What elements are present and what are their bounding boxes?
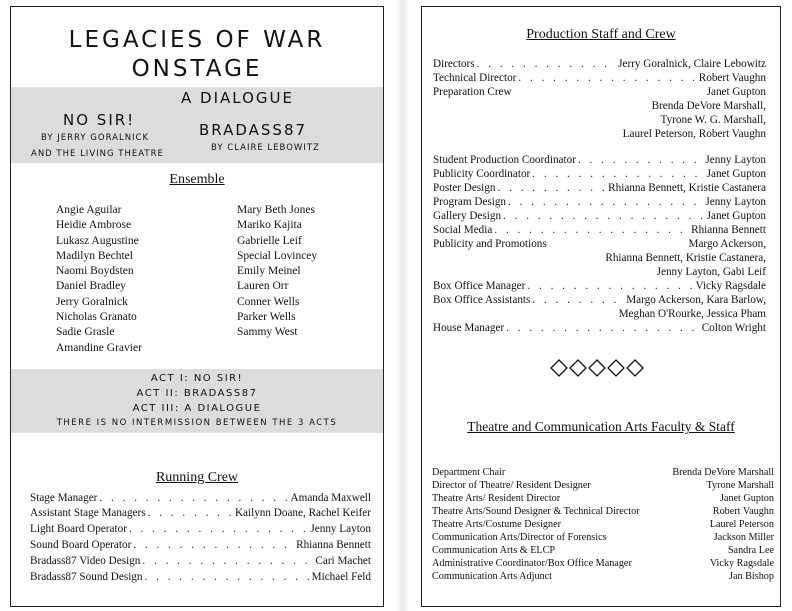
production-row [433,280,766,292]
prep-crew-continued: Brenda DeVore Marshall, [651,100,766,112]
faculty-row [432,571,774,582]
production-name: Rhianna Bennett [691,224,766,236]
faculty-name: Sandra Lee [727,545,774,556]
production-role: Technical Director [433,72,517,84]
production-name: Rhianna Bennett, Kristie Castanera [608,182,766,194]
crew-name: Jenny Layton [310,523,371,535]
diamond-ornament [550,359,644,377]
crew-row [30,523,371,535]
ensemble-member: Parker Wells [237,311,296,324]
faculty-role: Administrative Coordinator/Box Office Manager [432,558,632,569]
production-row [433,322,766,334]
box-office-continued: Meghan O'Rourke, Jessica Pham [618,308,766,320]
promotions-continued: Jenny Layton, Gabi Leif [656,266,766,278]
faculty-name: Jackson Miller [713,532,774,543]
production-row [433,238,766,250]
crew-role: Assistant Stage Managers [30,507,146,519]
ensemble-member: Angie Aguilar [56,204,122,216]
faculty-name: Tyrone Marshall [706,480,774,491]
faculty-name: Jan Bishop [729,571,774,582]
faculty-name: Vicky Ragsdale [709,558,774,569]
production-role: Poster Design [433,182,496,194]
production-role: Box Office Manager [433,280,526,292]
prep-crew-continued: Tyrone W. G. Marshall, [660,114,766,126]
crew-row [30,571,371,583]
production-row [433,58,766,70]
act-3: ACT III: A DIALOGUE [132,403,262,414]
faculty-row [432,506,774,517]
production-name: Janet Gupton [706,210,766,222]
production-row [433,86,766,98]
faculty-row [432,532,774,543]
ensemble-heading: Ensemble [169,172,225,187]
running-crew-heading: Running Crew [155,470,239,485]
prep-crew-continued: Laurel Peterson, Robert Vaughn [622,128,766,140]
ensemble-col-2 [237,203,317,341]
production-name: Vicky Ragsdale [695,280,766,292]
title-line-2: ONSTAGE [131,56,263,82]
production-row [433,72,766,84]
faculty-role: Communication Arts & ELCP [432,545,556,556]
play-bradass87: BRADASS87 [199,121,308,139]
faculty-role: Theatre Arts/Sound Designer & Technical Director [432,506,640,517]
act-2: ACT II: BRADASS87 [136,388,258,399]
faculty-row [432,545,774,556]
production-role: Publicity and Promotions [433,238,547,250]
act-1: ACT I: NO SIR! [150,373,244,384]
production-row [433,224,766,236]
ensemble-member: Emily Meinel [237,265,301,278]
crew-name: Kailynn Doane, Rachel Keifer [234,507,371,519]
crew-name: Rhianna Bennett [296,539,371,551]
faculty-name: Robert Vaughn [712,506,774,517]
faculty-row [432,519,774,530]
faculty-role: Director of Theatre/ Resident Designer [432,480,591,491]
right-page [421,6,781,607]
crew-row [30,507,371,519]
production-row [433,294,766,306]
production-row [433,168,766,180]
production-role: Box Office Assistants [433,294,531,306]
ensemble-member: Conner Wells [237,295,300,308]
crew-name: Michael Feld [311,571,371,583]
crew-name: Cari Machet [315,555,371,567]
ensemble-member: Lukasz Augustine [56,234,139,247]
intermission-note: THERE IS NO INTERMISSION BETWEEN THE 3 ACTS [56,418,338,428]
ensemble-member: Madilyn Bechtel [56,249,133,262]
ensemble-member: Nicholas Granato [56,311,137,324]
ensemble-member: Naomi Boydsten [56,265,134,278]
production-name: Jenny Layton [705,154,766,166]
crew-role: Bradass87 Video Design [30,555,141,567]
no-sir-author: BY JERRY GORALNICK [41,133,150,143]
production-role: Social Media [433,224,493,236]
bradass87-author: BY CLAIRE LEBOWITZ [211,143,320,153]
page-fold [396,0,410,611]
production-role: Program Design [433,196,507,208]
ensemble-member: Sadie Grasle [56,326,115,339]
ensemble-member: Gabrielle Leif [237,234,302,247]
faculty-name: Brenda DeVore Marshall [672,467,774,478]
production-role: Publicity Coordinator [433,168,531,180]
production-row [433,210,766,222]
crew-name: Amanda Maxwell [290,492,371,504]
play-a-dialogue: A DIALOGUE [181,89,294,107]
promotions-continued: Rhianna Bennett, Kristie Castanera, [605,252,766,264]
production-name: Margo Ackerson, Kara Barlow, [626,294,766,306]
ensemble-member: Heidie Ambrose [56,219,132,232]
ensemble-member: Mariko Kajita [237,219,302,232]
faculty-heading: Theatre and Communication Arts Faculty & Staff [467,419,735,434]
ensemble-member: Mary Beth Jones [237,204,315,216]
faculty-name: Janet Gupton [719,493,774,504]
production-role: Gallery Design [433,210,502,222]
production-name: Margo Ackerson, [688,238,766,250]
production-name: Janet Gupton [706,168,766,180]
production-row [433,154,766,166]
production-name: Robert Vaughn [698,72,766,84]
ensemble-col-1 [56,203,142,356]
production-name: Jerry Goralnick, Claire Lebowitz [618,58,766,70]
faculty-name: Laurel Peterson [709,519,774,530]
ensemble-member: Special Lovincey [237,249,318,262]
crew-role: Sound Board Operator [30,539,132,551]
ensemble-member: Jerry Goralnick [56,295,128,308]
ensemble-member: Lauren Orr [237,280,289,293]
crew-role: Bradass87 Sound Design [30,571,143,583]
faculty-row [432,467,774,478]
production-role: Preparation Crew [433,86,512,98]
production-row [433,182,766,194]
left-page [10,6,384,607]
ensemble-member: Amandine Gravier [56,341,142,354]
production-role: House Manager [433,322,505,334]
faculty-role: Theatre Arts/Costume Designer [432,519,562,530]
production-role: Directors [433,58,475,70]
faculty-role: Communication Arts/Director of Forensics [432,532,607,543]
production-role: Student Production Coordinator [433,154,576,166]
crew-row [30,492,371,504]
faculty-role: Department Chair [432,467,506,478]
faculty-row [432,558,774,569]
crew-row [30,555,371,567]
crew-role: Light Board Operator [30,523,127,535]
production-name: Jenny Layton [705,196,766,208]
play-no-sir: NO SIR! [63,111,136,129]
faculty-role: Communication Arts Adjunct [432,571,552,582]
faculty-role: Theatre Arts/ Resident Director [432,493,561,504]
faculty-row [432,493,774,504]
crew-row [30,539,371,551]
ensemble-member: Sammy West [237,326,298,339]
no-sir-company: AND THE LIVING THEATRE [31,149,164,159]
title-line-1: LEGACIES OF WAR [68,27,326,53]
production-name: Colton Wright [701,322,766,334]
production-row [433,196,766,208]
production-name: Janet Gupton [706,86,766,98]
ensemble-member: Daniel Bradley [56,280,126,293]
production-heading: Production Staff and Crew [526,27,676,42]
crew-role: Stage Manager [30,492,98,504]
faculty-row [432,480,774,491]
